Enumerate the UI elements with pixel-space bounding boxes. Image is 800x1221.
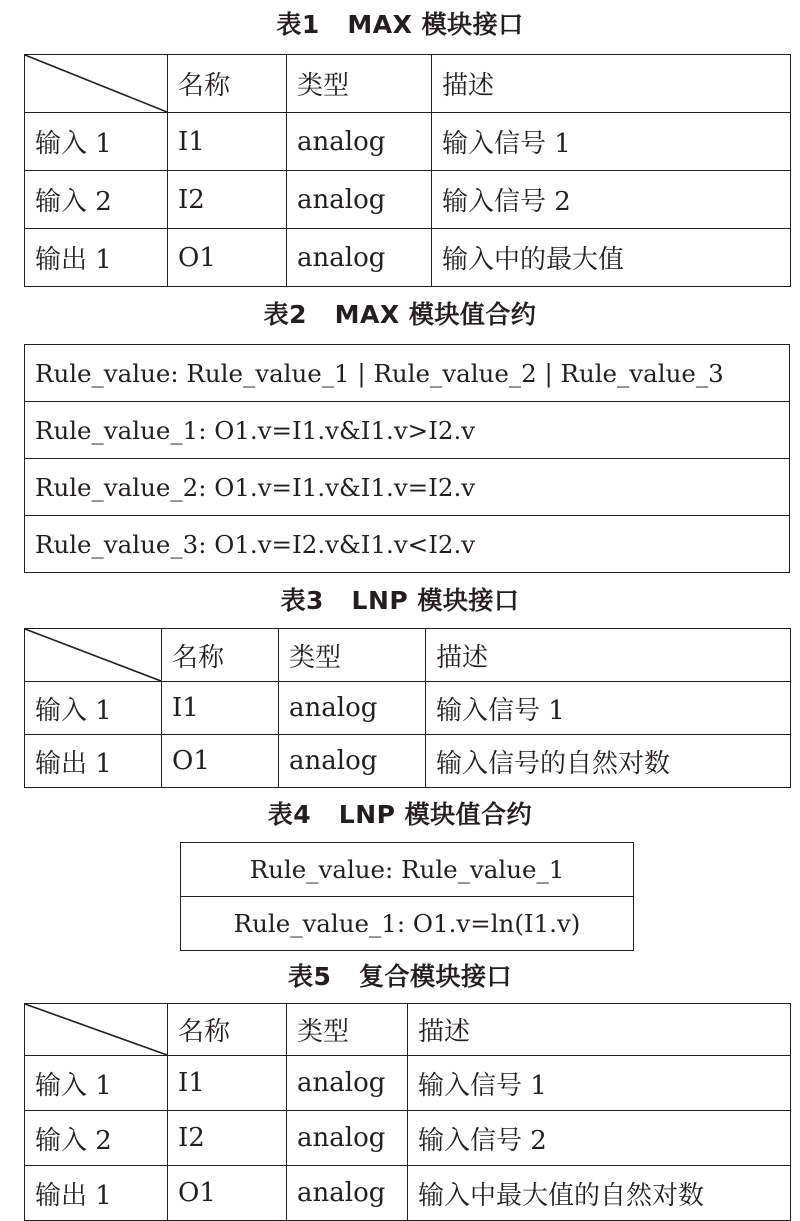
- type-cell: analog: [287, 113, 432, 171]
- table-row: [25, 1111, 791, 1166]
- col-header-desc: 描述: [432, 55, 791, 113]
- table2-max-value-contract: [24, 344, 790, 573]
- table3-lnp-interface: [24, 628, 791, 788]
- rule-cell: Rule_value: Rule_value_1 | Rule_value_2 | Rule_value_3: [25, 345, 790, 402]
- table-row: [25, 229, 791, 287]
- name-cell: I2: [168, 1111, 287, 1166]
- diagonal-header-cell: [25, 629, 162, 682]
- type-cell: analog: [287, 1111, 408, 1166]
- table-row: [25, 1166, 791, 1221]
- name-cell: O1: [162, 735, 279, 788]
- table4-caption: 表4 LNP 模块值合约: [267, 800, 533, 829]
- col-header-name: 名称: [162, 629, 279, 682]
- port-cell: 输入 1: [25, 1056, 168, 1111]
- name-cell: O1: [168, 1166, 287, 1221]
- port-cell: 输入 2: [25, 1111, 168, 1166]
- type-cell: analog: [287, 171, 432, 229]
- col-header-name: 名称: [168, 55, 287, 113]
- table-row: [25, 1056, 791, 1111]
- desc-cell: 输入信号 1: [432, 113, 791, 171]
- table-row: [25, 682, 791, 735]
- table-row: [25, 113, 791, 171]
- col-header-desc: 描述: [426, 629, 791, 682]
- diagonal-header-cell: [25, 55, 168, 113]
- table-row: [25, 516, 790, 573]
- name-cell: O1: [168, 229, 287, 287]
- rule-cell: Rule_value_3: O1.v=I2.v&I1.v<I2.v: [25, 516, 790, 573]
- desc-cell: 输入信号 2: [408, 1111, 791, 1166]
- table-row: [25, 735, 791, 788]
- desc-cell: 输入中最大值的自然对数: [408, 1166, 791, 1221]
- type-cell: analog: [287, 229, 432, 287]
- table2-caption: 表2 MAX 模块值合约: [263, 300, 537, 329]
- rule-cell: Rule_value_2: O1.v=I1.v&I1.v=I2.v: [25, 459, 790, 516]
- port-cell: 输出 1: [25, 229, 168, 287]
- port-cell: 输入 1: [25, 113, 168, 171]
- table-row: [181, 897, 634, 951]
- table5-caption: 表5 复合模块接口: [287, 962, 512, 991]
- table-row: [25, 459, 790, 516]
- port-cell: 输入 1: [25, 682, 162, 735]
- rule-cell: Rule_value: Rule_value_1: [181, 843, 634, 897]
- col-header-desc: 描述: [408, 1004, 791, 1056]
- table5-composite-interface: [24, 1003, 791, 1221]
- table-row: [25, 402, 790, 459]
- desc-cell: 输入信号 1: [408, 1056, 791, 1111]
- name-cell: I1: [162, 682, 279, 735]
- col-header-type: 类型: [287, 55, 432, 113]
- rule-cell: Rule_value_1: O1.v=ln(I1.v): [181, 897, 634, 951]
- rule-cell: Rule_value_1: O1.v=I1.v&I1.v>I2.v: [25, 402, 790, 459]
- port-cell: 输出 1: [25, 1166, 168, 1221]
- desc-cell: 输入信号的自然对数: [426, 735, 791, 788]
- type-cell: analog: [279, 682, 426, 735]
- table4-lnp-value-contract: [180, 842, 634, 951]
- name-cell: I2: [168, 171, 287, 229]
- table-row: [25, 345, 790, 402]
- table3-caption: 表3 LNP 模块接口: [280, 586, 520, 615]
- desc-cell: 输入中的最大值: [432, 229, 791, 287]
- port-cell: 输入 2: [25, 171, 168, 229]
- table-header-row: [25, 629, 791, 682]
- type-cell: analog: [279, 735, 426, 788]
- diagonal-header-cell: [25, 1004, 168, 1056]
- table1-caption: 表1 MAX 模块接口: [276, 10, 524, 39]
- col-header-type: 类型: [287, 1004, 408, 1056]
- table-row: [25, 171, 791, 229]
- table-header-row: [25, 55, 791, 113]
- name-cell: I1: [168, 1056, 287, 1111]
- name-cell: I1: [168, 113, 287, 171]
- col-header-type: 类型: [279, 629, 426, 682]
- port-cell: 输出 1: [25, 735, 162, 788]
- type-cell: analog: [287, 1056, 408, 1111]
- table1-max-interface: [24, 54, 791, 287]
- col-header-name: 名称: [168, 1004, 287, 1056]
- table-row: [181, 843, 634, 897]
- type-cell: analog: [287, 1166, 408, 1221]
- desc-cell: 输入信号 1: [426, 682, 791, 735]
- desc-cell: 输入信号 2: [432, 171, 791, 229]
- table-header-row: [25, 1004, 791, 1056]
